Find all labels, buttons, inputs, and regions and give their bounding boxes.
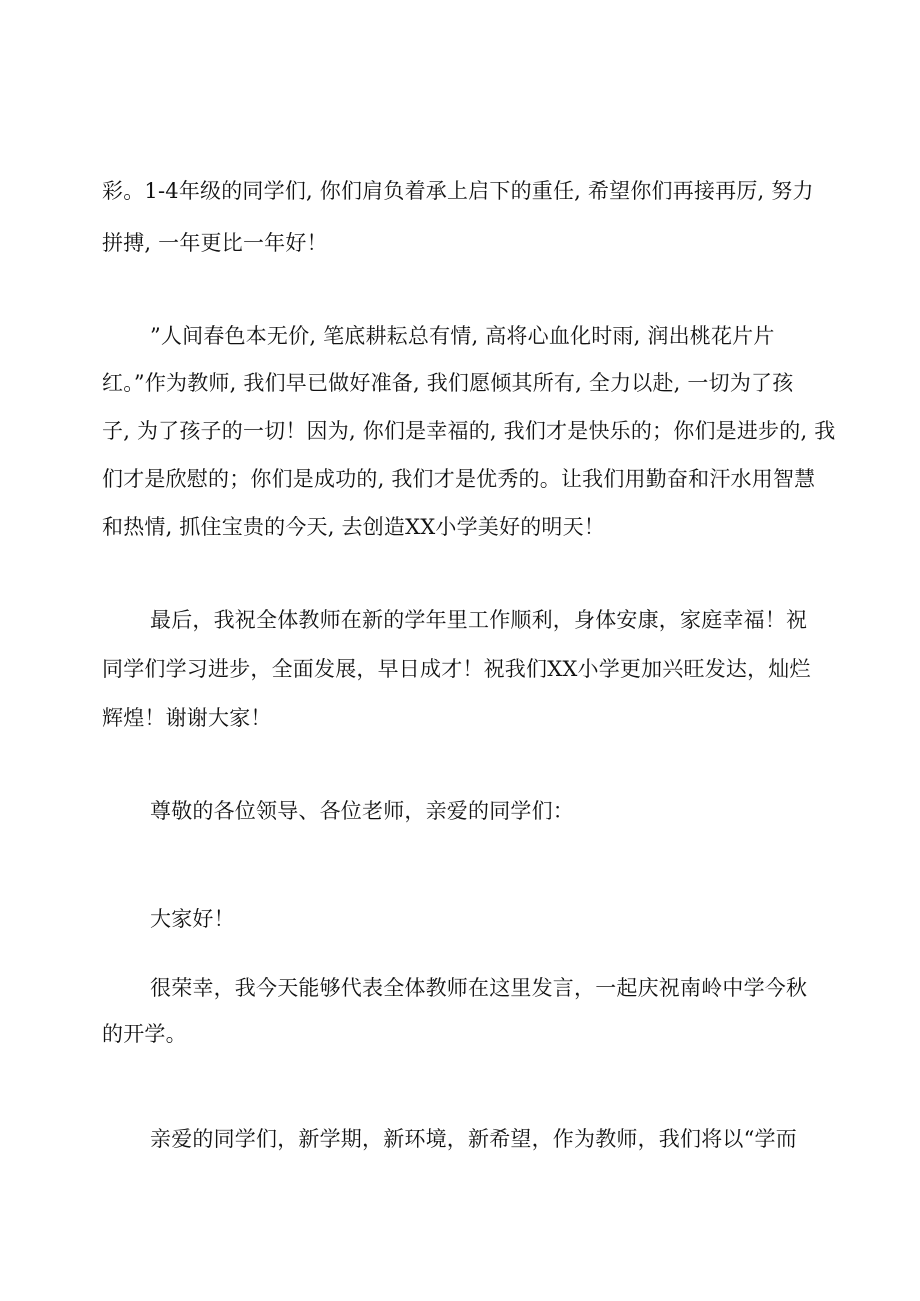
paragraph-line: 和热情, 抓住宝贵的今天, 去创造XX小学美好的明天！ <box>102 515 605 539</box>
paragraph-line: 亲爱的同学们，新学期，新环境，新希望，作为教师，我们将以“学而 <box>150 1127 797 1151</box>
paragraph-line: 红。”作为教师, 我们早已做好准备, 我们愿倾其所有, 全力以赴, 一切为了孩 <box>102 371 794 395</box>
paragraph-line: 拼搏, 一年更比一年好！ <box>102 231 328 255</box>
greeting-line: 大家好！ <box>150 907 235 931</box>
paragraph-line: 最后，我祝全体教师在新的学年里工作顺利，身体安康，家庭幸福！祝 <box>150 608 808 632</box>
paragraph-line: 的开学。 <box>102 1022 187 1046</box>
salutation-line: 尊敬的各位领导、各位老师，亲爱的同学们： <box>150 799 574 823</box>
paragraph-line: 同学们学习进步，全面发展，早日成才！祝我们XX小学更加兴旺发达，灿烂 <box>102 657 811 681</box>
paragraph-line: 们才是欣慰的；你们是成功的, 我们才是优秀的。让我们用勤奋和汗水用智慧 <box>102 467 816 491</box>
paragraph-line: ”人间春色本无价, 笔底耕耘总有情, 高将心血化时雨, 润出桃花片片 <box>150 324 775 348</box>
paragraph-line: 很荣幸，我今天能够代表全体教师在这里发言，一起庆祝南岭中学今秋 <box>150 976 808 1000</box>
paragraph-line: 辉煌！谢谢大家！ <box>102 706 272 730</box>
paragraph-line: 彩。1-4年级的同学们, 你们肩负着承上启下的重任, 希望你们再接再厉, 努力 <box>102 179 814 203</box>
paragraph-line: 子, 为了孩子的一切！因为, 你们是幸福的, 我们才是快乐的；你们是进步的, 我 <box>102 419 836 443</box>
